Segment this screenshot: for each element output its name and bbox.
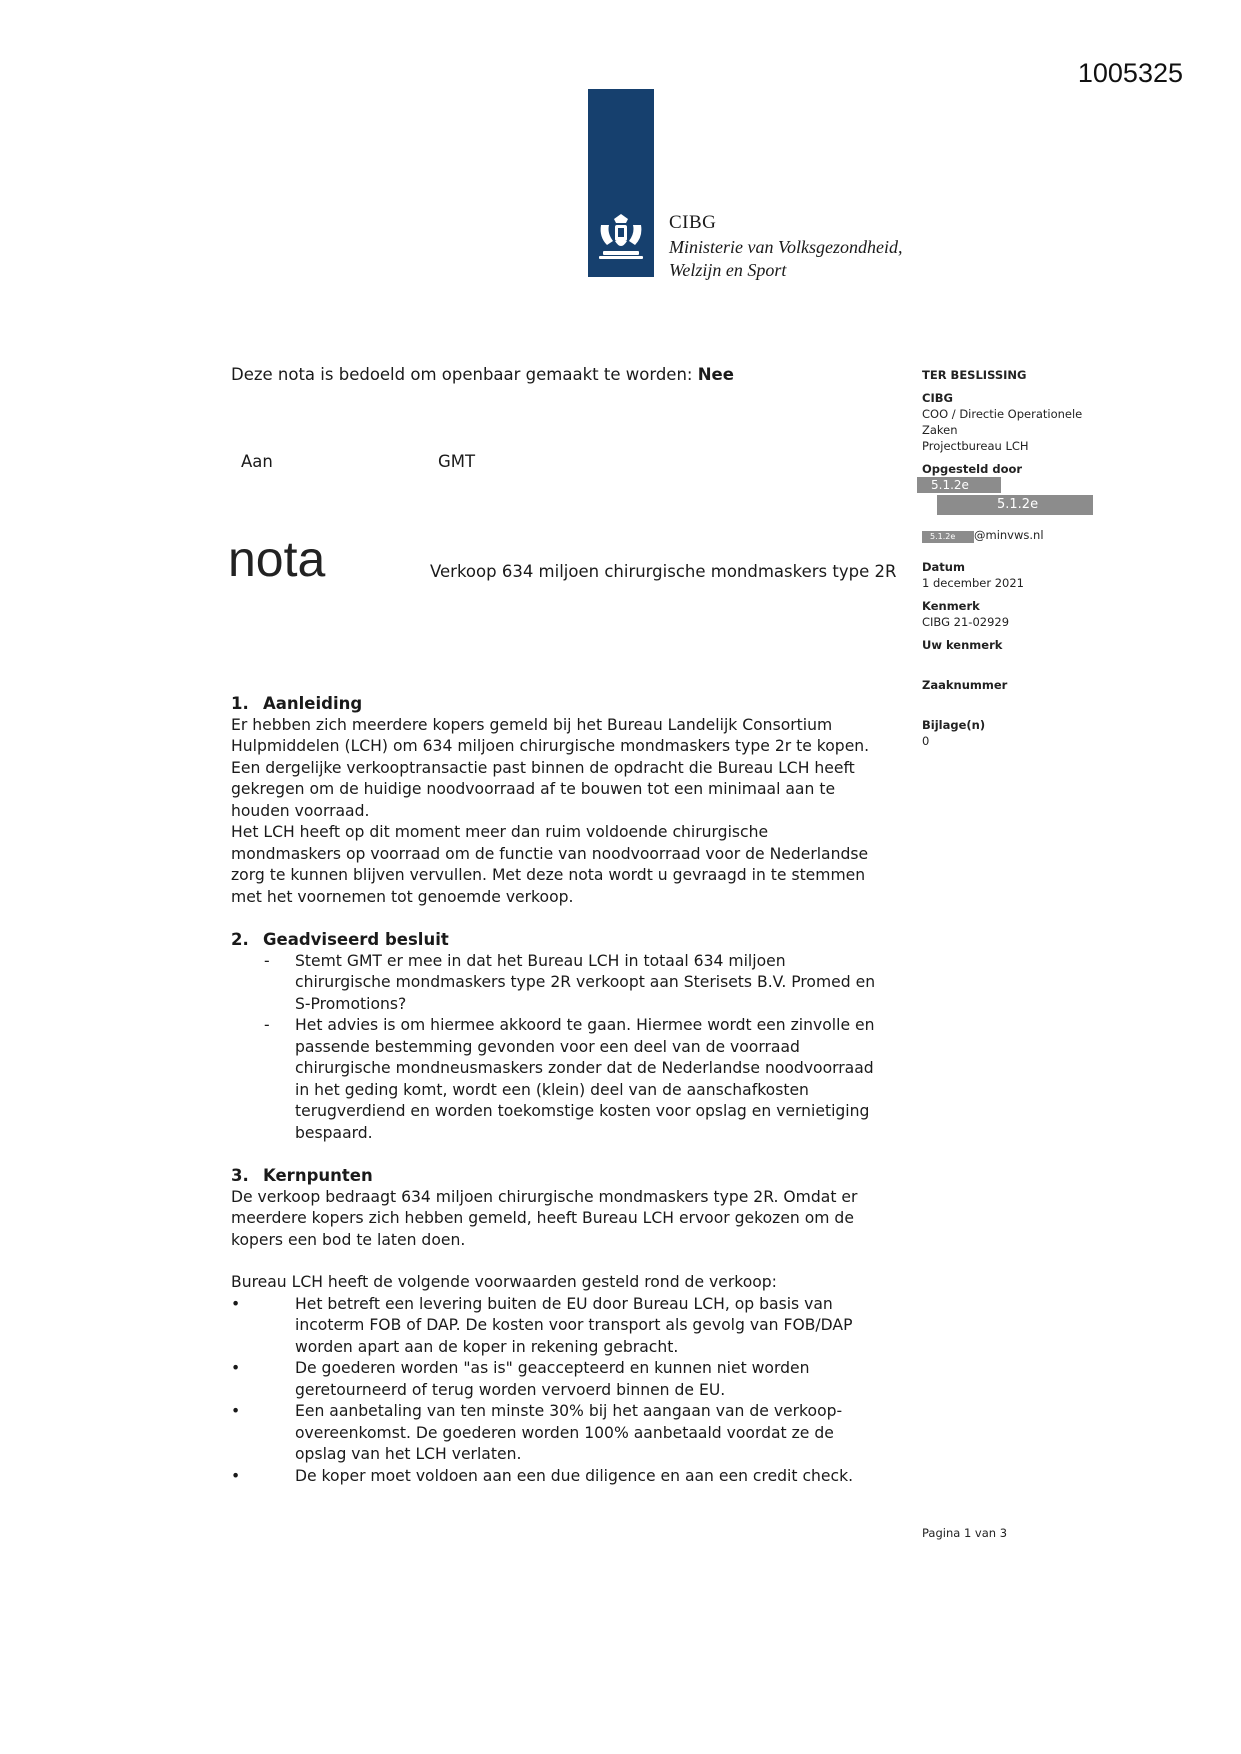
page-number: Pagina 1 van 3 [922,1526,1008,1540]
opgesteld-door-label: Opgesteld door [922,462,1023,476]
datum-block [922,559,1102,591]
redaction-contact: 5.1.2e [937,495,1093,515]
department-line-1: COO / Directie Operationele [922,407,1083,421]
section-heading: 3. Kernpunten [231,1166,373,1185]
public-disclosure-line [231,365,734,384]
list-item: • De goederen worden "as is" geaccepteerd en kunnen niet worden geretourneerd of terug worden vervoerd binnen de EU. [231,1359,810,1399]
kenmerk-value: CIBG 21-02929 [922,615,1010,629]
section-text-line: De verkoop bedraagt 634 miljoen chirurgische mondmaskers type 2R. Omdat er [231,1187,858,1206]
section-text-line: met het voornemen tot genoemde verkoop. [231,887,574,906]
nota-heading: nota [228,531,326,587]
section-geadviseerd-besluit [231,929,911,1144]
section-text-line: Hulpmiddelen (LCH) om 634 miljoen chirurgische mondmaskers type 2r te kopen. [231,737,870,755]
logo-bar [588,89,654,277]
redaction-name: 5.1.2e [917,477,1001,493]
email-suffix: @minvws.nl [974,528,1044,542]
kenmerk-block [922,598,1102,630]
section-heading: 2. Geadviseerd besluit [231,930,449,949]
uw-kenmerk-label: Uw kenmerk [922,638,1003,652]
department-block [922,390,1102,454]
logo-ministry-line2: Welzijn en Sport [669,260,787,280]
logo-ministry-line1: Ministerie van Volksgezondheid, [669,237,903,257]
logo-org: CIBG [669,212,717,233]
list-item: • De koper moet voldoen aan een due diligence en aan een credit check. [231,1466,854,1485]
ter-beslissing-label: TER BESLISSING [922,368,1027,382]
redaction-email-user: 5.1.2e [922,531,974,543]
section-text-line: kopers een bod te laten doen. [231,1230,466,1249]
aan-value: GMT [438,452,476,471]
section-text-line: Een dergelijke verkooptransactie past binnen de opdracht die Bureau LCH heeft [231,758,855,777]
document-id: 1005325 [1077,58,1183,88]
section-heading: 1. Aanleiding [231,694,363,713]
list-item: • Een aanbetaling van ten minste 30% bij het aangaan van de verkoop- overeenkomst. De goederen worden 100% aanbetaald voordat ze de opslag van het LCH verlaten. [231,1402,843,1463]
logo-text [669,212,902,282]
list-item: - Het advies is om hiermee akkoord te gaan. Hiermee wordt een zinvolle en passende bestemming gevonden voor een deel van de voorraad chirurgische mondneusmaskers zonder dat de Nederlandse noodvoorraad in het geding komt, wordt een (klein) deel van de aanschafkosten terugverdiend en worden toekomstige kosten voor opslag en vernietiging bespaard. [264,1016,875,1142]
zaaknummer-label: Zaaknummer [922,678,1008,692]
bijlage-value: 0 [922,734,930,748]
section-text-line: meerdere kopers zich hebben gemeld, heeft Bureau LCH ervoor gekozen om de [231,1209,854,1227]
list-item: • Het betreft een levering buiten de EU door Bureau LCH, op basis van incoterm FOB of DAP. De kosten voor transport als gevolg van FOB/DAP worden apart aan de koper in rekening gebracht. [231,1294,853,1356]
department-line-3: Projectbureau LCH [922,439,1029,453]
section-text-line: houden voorraad. [231,801,370,820]
conditions-intro: Bureau LCH heeft de volgende voorwaarden gesteld rond de verkoop: [231,1273,777,1291]
author-block [922,461,1102,543]
sidebar-metadata [922,367,1102,756]
section-aanleiding [231,693,911,908]
main-body [231,693,911,1508]
subject-line: Verkoop 634 miljoen chirurgische mondmaskers type 2R [430,562,897,581]
aan-label: Aan [241,452,273,471]
section-text-line: mondmaskers op voorraad om de functie van noodvoorraad voor de Nederlandse [231,844,869,863]
section-kernpunten [231,1165,911,1487]
list-item: - Stemt GMT er mee in dat het Bureau LCH in totaal 634 miljoen chirurgische mondmaskers type 2R verkoopt aan Sterisets B.V. Promed en S-Promotions? [264,951,876,1013]
datum-value: 1 december 2021 [922,576,1024,590]
zaaknummer-block [922,677,1102,693]
bijlage-block [922,717,1102,749]
bijlage-label: Bijlage(n) [922,718,986,732]
public-disclosure-text: Deze nota is bedoeld om openbaar gemaakt te worden: [231,365,693,384]
section-text-line: Er hebben zich meerdere kopers gemeld bij het Bureau Landelijk Consortium [231,715,833,734]
section-text-line: zorg te kunnen blijven vervullen. Met deze nota wordt u gevraagd in te stemmen [231,866,866,884]
department-line-2: Zaken [922,423,958,437]
public-disclosure-value: Nee [697,365,734,384]
section-text-line: Het LCH heeft op dit moment meer dan ruim voldoende chirurgische [231,823,769,841]
cibg-label: CIBG [922,391,953,405]
kenmerk-label: Kenmerk [922,599,980,613]
uw-kenmerk-block [922,637,1102,653]
section-text-line: gekregen om de huidige noodvoorraad af te bouwen tot een minimaal aan te [231,780,836,798]
coat-of-arms-icon [595,211,647,263]
datum-label: Datum [922,560,965,574]
